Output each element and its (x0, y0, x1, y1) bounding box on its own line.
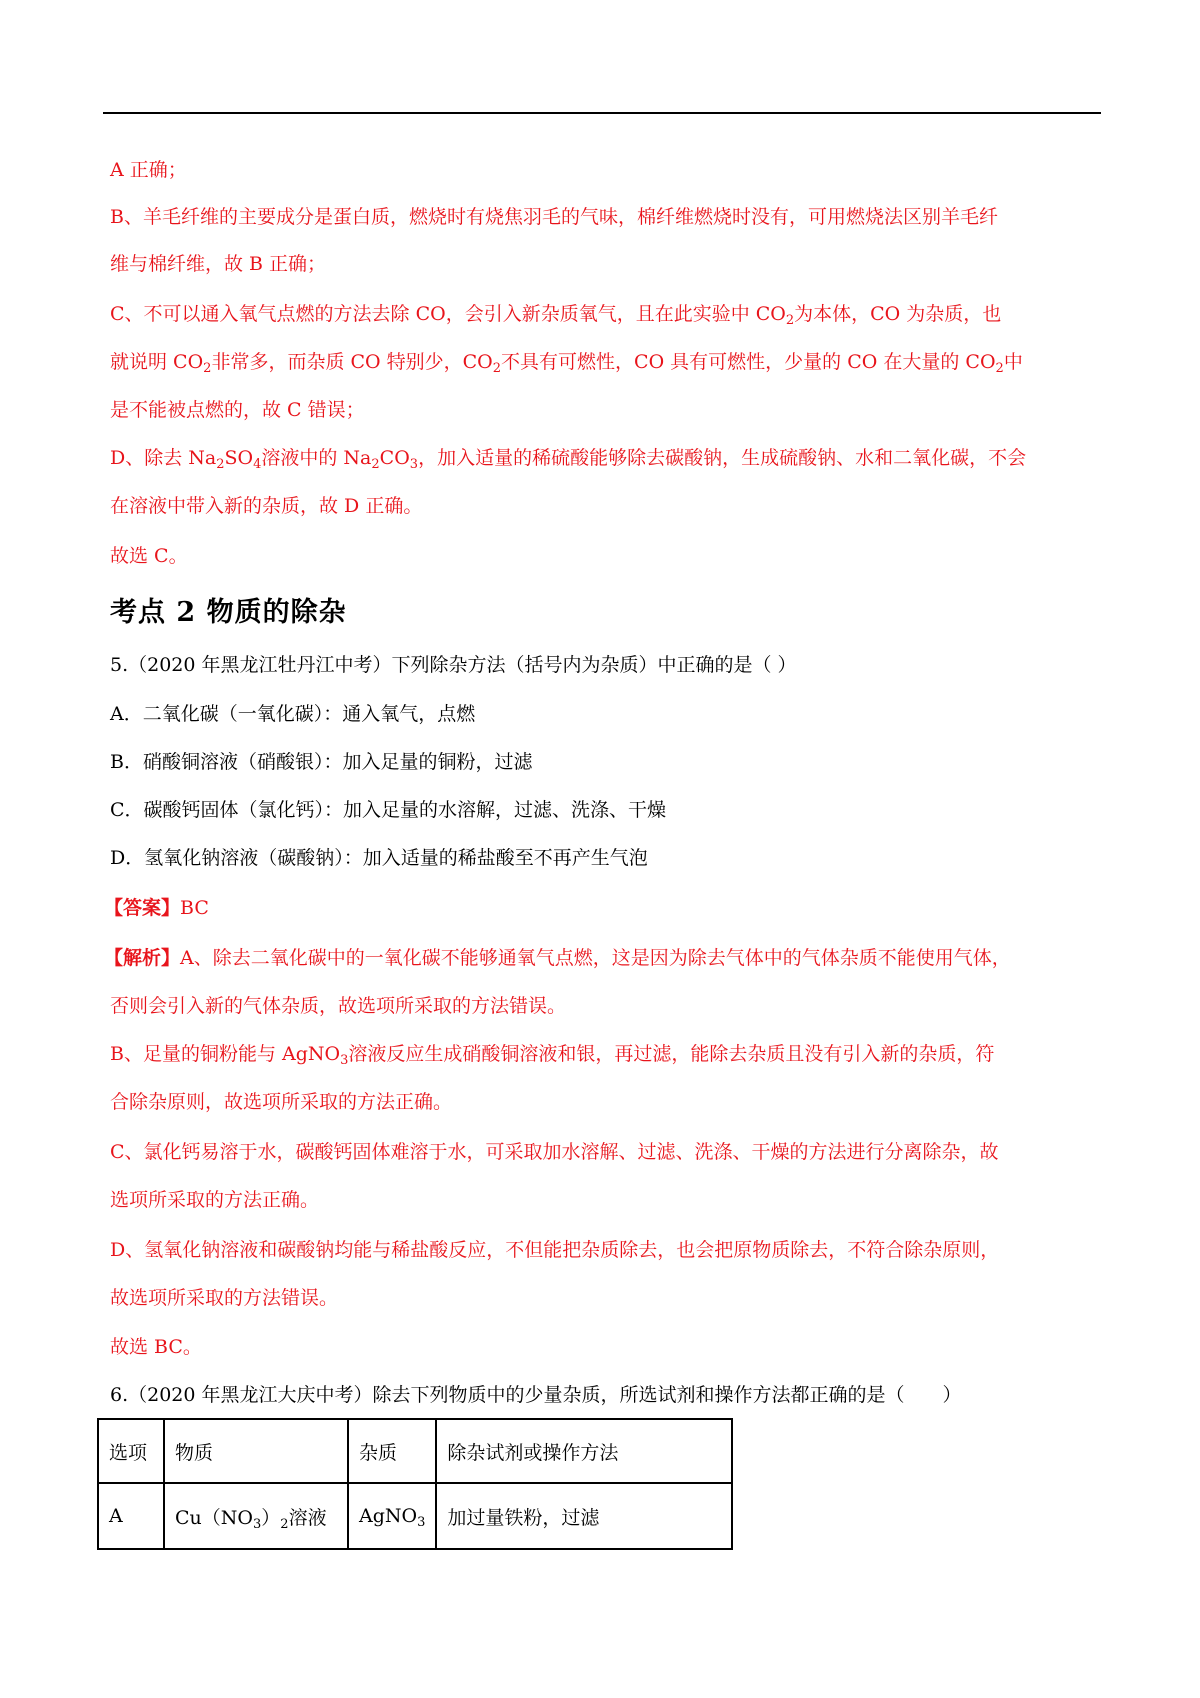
cell-impurity: AgNO$_3$ (348, 1483, 436, 1549)
answer-value: BC (180, 897, 209, 919)
q5-analysis-a-line1: 【解析】A、除去二氧化碳中的一氧化碳不能够通氧气点燃，这是因为除去气体中的气体杂质不能使用气体， (104, 947, 1011, 969)
header-cell-substance: 物质 (164, 1419, 348, 1483)
header-cell-option: 选项 (98, 1419, 164, 1483)
cell-substance: $Cu(NO_3)_2$溶液 (164, 1483, 348, 1549)
header-cell-impurity: 杂质 (348, 1419, 436, 1483)
q5-answer (104, 894, 209, 922)
q5-conclusion: 故选 BC。 (110, 1336, 202, 1358)
q5-analysis-c-line2: 选项所采取的方法正确。 (110, 1189, 320, 1211)
table-row (98, 1483, 732, 1549)
q5-analysis-b-line1: B、足量的铜粉能与 AgNO$_3$溶液反应生成硝酸铜溶液和银，再过滤，能除去杂质且没有引入新的杂质，符 (110, 1043, 995, 1068)
explanation-c-line1: C、不可以通入氧气点燃的方法去除 CO，会引入新杂质氧气，且在此实验中 $CO_2$为本体，CO 为杂质，也 (110, 303, 1002, 328)
explanation-c-line2: 就说明 $CO_2$非常多，而杂质 CO 特别少，$CO_2$不具有可燃性，CO 具有可燃性，少量的 CO 在大量的 $CO_2$中 (110, 351, 1023, 376)
q5-analysis-b-line2: 合除杂原则，故选项所采取的方法正确。 (110, 1091, 453, 1113)
explanation-d-line1: D、除去 $Na_2SO_4$溶液中的 $Na_2CO_3$，加入适量的稀硫酸能够除去碳酸钠，生成硫酸钠、水和二氧化碳，不会 (110, 447, 1027, 472)
explanation-d-line2: 在溶液中带入新的杂质，故 D 正确。 (110, 495, 423, 517)
q5-option-a: A．二氧化碳（一氧化碳）：通入氧气，点燃 (110, 703, 476, 725)
q5-analysis-d-line2: 故选项所采取的方法错误。 (110, 1287, 339, 1309)
q5-option-d: D．氢氧化钠溶液（碳酸钠）：加入适量的稀盐酸至不再产生气泡 (110, 847, 648, 869)
table-header-row (98, 1419, 732, 1483)
q5-analysis-c-line1: C、氯化钙易溶于水，碳酸钙固体难溶于水，可采取加水溶解、过滤、洗涤、干燥的方法进行分离除杂，故 (110, 1141, 999, 1163)
cell-method: 加过量铁粉，过滤 (436, 1483, 732, 1549)
header-cell-method: 除杂试剂或操作方法 (436, 1419, 732, 1483)
section-heading: 考点 2 物质的除杂 (110, 597, 347, 628)
header-rule (103, 112, 1101, 114)
explanation-b-line1: B、羊毛纤维的主要成分是蛋白质，燃烧时有烧焦羽毛的气味，棉纤维燃烧时没有，可用燃烧法区别羊毛纤 (110, 206, 998, 228)
explanation-conclusion: 故选 C。 (110, 545, 188, 567)
answer-label: 【答案】 (104, 897, 181, 919)
q5-option-b: B．硝酸铜溶液（硝酸银）：加入足量的铜粉，过滤 (110, 751, 533, 773)
analysis-label: 【解析】 (104, 947, 181, 969)
q5-analysis-d-line1: D、氢氧化钠溶液和碳酸钠均能与稀盐酸反应，不但能把杂质除去，也会把原物质除去，不符合除杂原则， (110, 1239, 1000, 1261)
q6-options-table (97, 1418, 733, 1550)
q6-stem: 6.（2020 年黑龙江大庆中考）除去下列物质中的少量杂质，所选试剂和操作方法都正确的是（ ） (110, 1384, 962, 1406)
cell-option: A (98, 1483, 164, 1549)
q5-analysis-a-line2: 否则会引入新的气体杂质，故选项所采取的方法错误。 (110, 995, 567, 1017)
q5-option-c: C．碳酸钙固体（氯化钙）：加入足量的水溶解，过滤、洗涤、干燥 (110, 799, 667, 821)
explanation-a: A 正确； (110, 159, 187, 181)
q5-stem: 5.（2020 年黑龙江牡丹江中考）下列除杂方法（括号内为杂质）中正确的是（ ） (110, 654, 797, 676)
explanation-b-line2: 维与棉纤维，故 B 正确； (110, 253, 327, 275)
explanation-c-line3: 是不能被点燃的，故 C 错误； (110, 399, 365, 421)
